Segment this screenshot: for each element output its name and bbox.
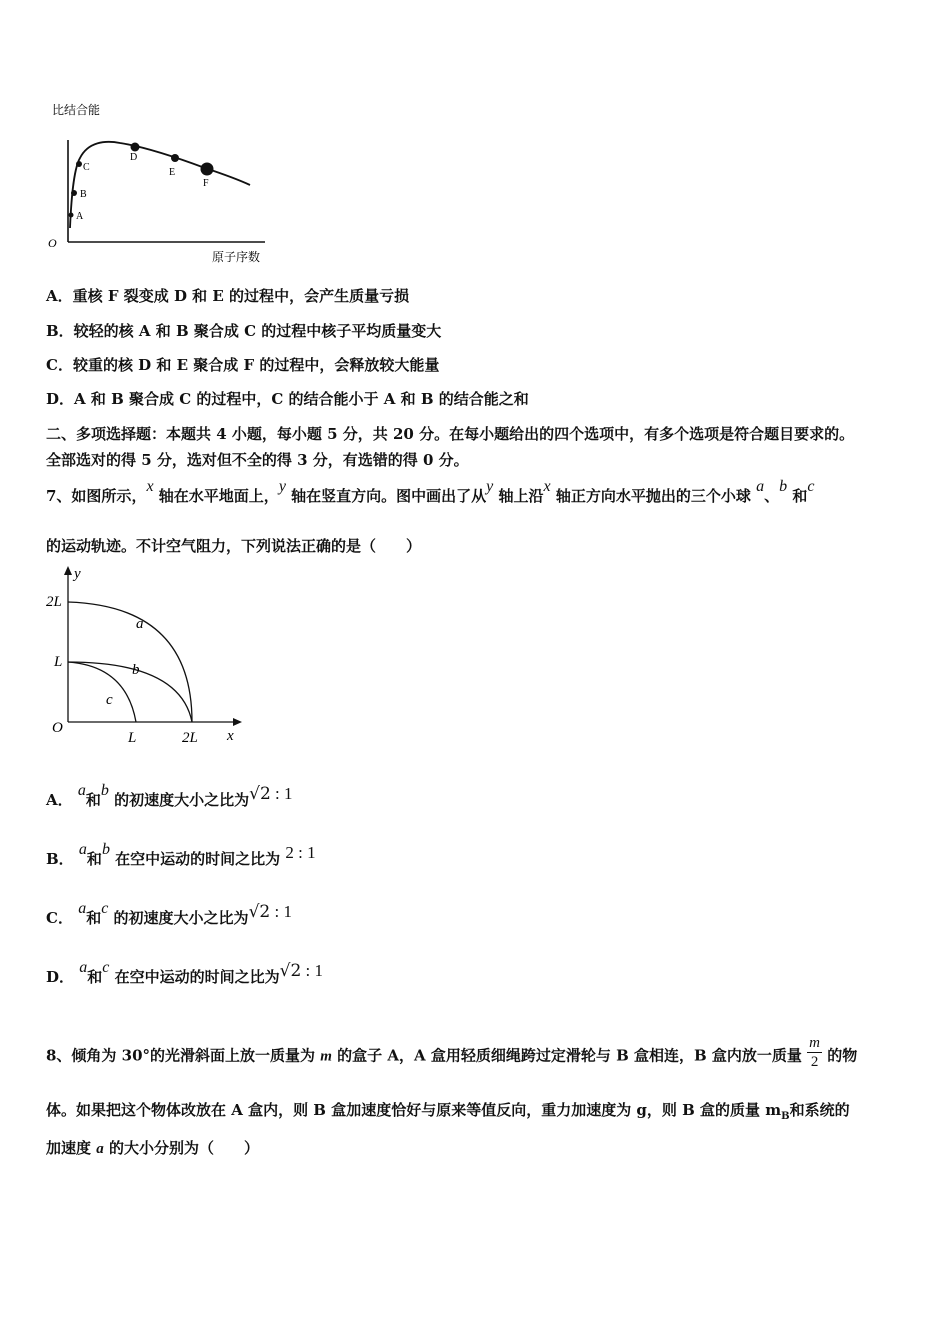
point-D [131,143,140,152]
y-tick-2L: 2L [46,594,62,610]
trajectory-figure [44,562,254,752]
q6-option-c: C．较重的核 D 和 E 聚合成 F 的过程中，会释放较大能量 [46,356,440,374]
curve-b-label: b [132,662,140,678]
fig2-x-label: x [227,728,234,744]
q7-stem-line2: 的运动轨迹。不计空气阻力，下列说法正确的是（ ） [46,537,422,555]
binding-energy-figure [40,100,280,270]
q8-stem-line1: 8、倾角为 30°的光滑斜面上放一质量为 m 的盒子 A，A 盒用轻质细绳跨过定滑轮与 B 盒相连，B 盒内放一质量 $\frac{m}{2}$ 的物 [46,1035,858,1070]
curve-c [68,662,136,722]
q6-option-b: B．较轻的核 A 和 B 聚合成 C 的过程中核子平均质量变大 [46,322,442,340]
q7-stem-line1: 7、如图所示，x 轴在水平地面上，y 轴在竖直方向。图中画出了从y 轴上沿x 轴正方向水平抛出的三个小球 a、b 和c [46,478,815,505]
label-B: B [80,189,87,200]
curve-b [68,662,192,722]
q7-option-a: A． a和b 的初速度大小之比为√2 : 1 [46,782,293,809]
fraction-m-over-2: $\frac{m}{2}$ [809,1035,820,1070]
q7-option-d: D． a和c 在空中运动的时间之比为√2 : 1 [46,959,324,986]
label-A: A [76,211,84,222]
q6-option-d: D．A 和 B 聚合成 C 的过程中，C 的结合能小于 A 和 B 的结合能之和 [46,390,529,408]
section2-line2: 全部选对的得 5 分，选对但不全的得 3 分，有选错的得 0 分。 [46,451,469,469]
label-D: D [130,152,138,163]
q8-stem-line3: 加速度 a 的大小分别为（ ） [46,1139,259,1157]
fig2-y-label: y [74,566,81,582]
q6-option-a: A．重核 F 裂变成 D 和 E 的过程中，会产生质量亏损 [46,287,410,305]
q7-option-b: B． a和b 在空中运动的时间之比为 2 : 1 [46,841,316,868]
fig2-origin: O [52,720,63,736]
curve-c-label: c [106,692,113,708]
point-E [171,154,179,162]
point-B [71,190,77,196]
fig2-y-arrow [64,566,72,575]
point-A [69,213,74,218]
fig1-ylabel: 比结合能 [52,103,101,117]
label-C: C [83,162,90,173]
fig1-xlabel: 原子序数 [212,250,261,264]
q7-option-c: C． a和c 的初速度大小之比为√2 : 1 [46,900,292,927]
x-tick-2L: 2L [182,730,198,746]
fig1-origin: O [48,236,57,250]
binding-energy-curve [70,142,250,228]
point-F [201,163,214,176]
q8-stem-line2: 体。如果把这个物体改放在 A 盒内，则 B 盒加速度恰好与原来等值反向，重力加速度为 g，则 B 盒的质量 $m_B$和系统的 [46,1101,850,1122]
y-tick-L: L [54,654,63,670]
point-C [76,161,82,167]
section2-line1: 二、多项选择题：本题共 4 小题，每小题 5 分，共 20 分。在每小题给出的四个选项中，有多个选项是符合题目要求的。 [46,425,855,443]
label-E: E [169,167,176,178]
curve-a-label: a [136,616,144,632]
fig2-x-arrow [233,718,242,726]
x-tick-L: L [128,730,137,746]
label-F: F [203,178,209,189]
